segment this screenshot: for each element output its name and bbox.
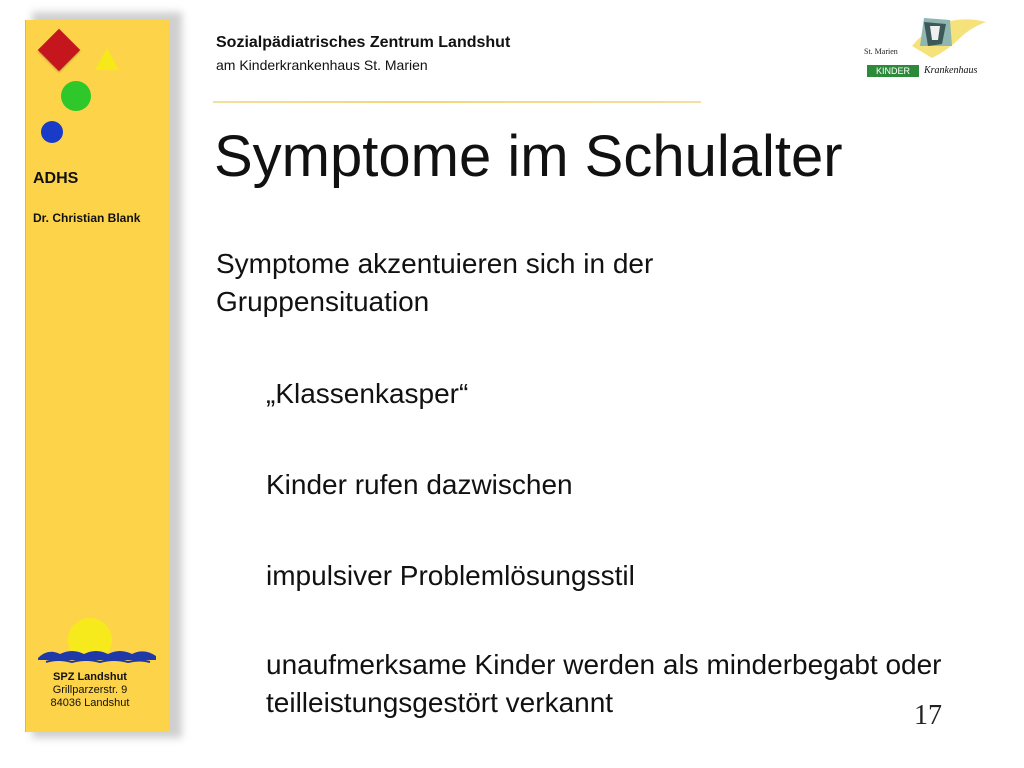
logo-krankenhaus: Krankenhaus xyxy=(924,65,978,76)
footer-street: Grillparzerstr. 9 xyxy=(52,684,128,696)
org-subtitle: am Kinderkrankenhaus St. Marien xyxy=(216,57,428,73)
green-circle-icon xyxy=(61,81,91,111)
bullet-item: „Klassenkasper“ xyxy=(266,378,469,409)
logo-st-marien: St. Marien xyxy=(864,47,898,56)
yellow-triangle-icon xyxy=(95,48,119,70)
bullet-item: Kinder rufen dazwischen xyxy=(266,469,573,500)
page-number: 17 xyxy=(914,700,942,731)
footer-org: SPZ Landshut xyxy=(53,671,127,683)
sidebar-footer xyxy=(25,671,155,710)
bullet-item: impulsiver Problemlösungsstil xyxy=(266,560,635,591)
slide-title: Symptome im Schulalter xyxy=(214,124,843,189)
logo-kinder: KINDER xyxy=(867,65,919,77)
blue-circle-icon xyxy=(41,121,63,143)
org-name: Sozialpädiatrisches Zentrum Landshut xyxy=(216,34,511,51)
footer-city: 84036 Landshut xyxy=(50,697,130,709)
spz-sun-logo-icon xyxy=(38,618,158,666)
header-divider xyxy=(213,101,701,103)
intro-text: Symptome akzentuieren sich in der Gruppensituation xyxy=(216,248,654,317)
sidebar-title: ADHS xyxy=(33,170,79,187)
sidebar-author: Dr. Christian Blank xyxy=(33,211,141,225)
bullet-item: unaufmerksame Kinder werden als minderbegabt oder teilleistungsgestört verkannt xyxy=(266,649,942,718)
